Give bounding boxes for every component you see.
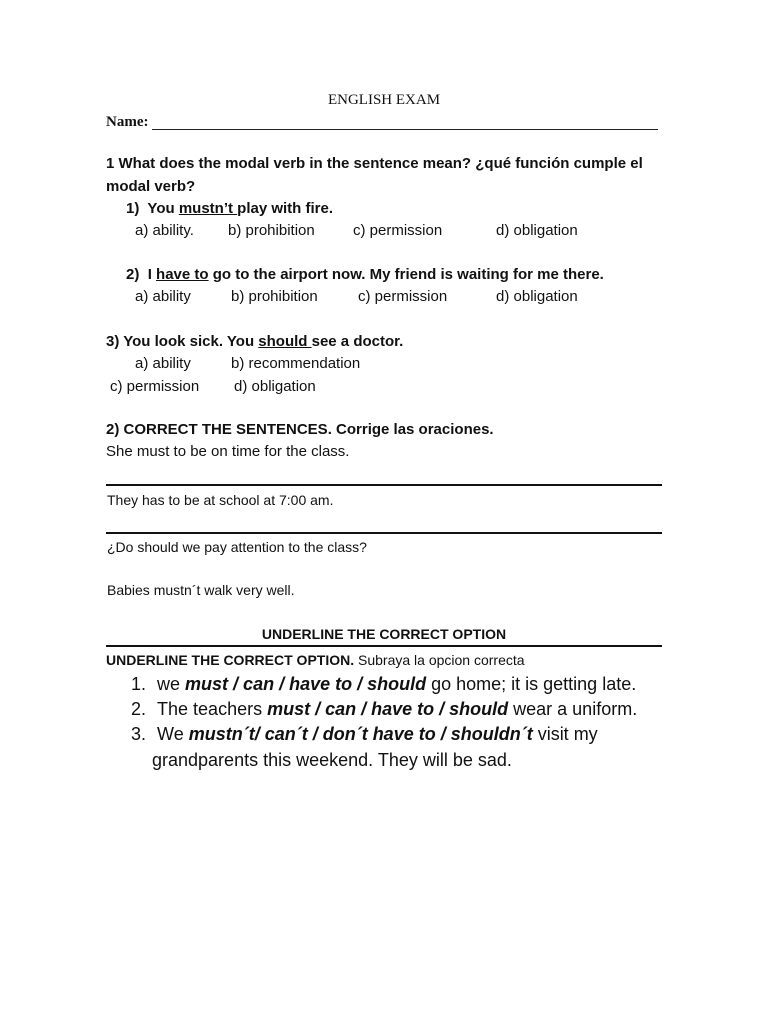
- underline-item-1-number: 1.: [131, 674, 147, 694]
- section3-instruction-rest: Subraya la opcion correcta: [354, 652, 525, 668]
- question-3-post: see a doctor.: [311, 333, 404, 350]
- name-input-line[interactable]: [152, 129, 658, 130]
- correct-sentence-2: They has to be at school at 7:00 am.: [107, 492, 334, 508]
- underline-item-2: [131, 699, 637, 720]
- question-2-modal: have to: [156, 266, 209, 283]
- q2-option-b[interactable]: b) prohibition: [231, 288, 318, 305]
- section3-instruction: [106, 652, 525, 668]
- question-2: [126, 266, 604, 283]
- question-2-number: 2): [126, 266, 140, 283]
- question-3-pre: You look sick. You: [119, 333, 259, 350]
- underline-item-2-post: wear a uniform.: [508, 699, 638, 719]
- q3-option-d[interactable]: d) obligation: [234, 378, 316, 395]
- underline-item-2-pre: The teachers: [157, 699, 268, 719]
- q2-option-c[interactable]: c) permission: [358, 288, 448, 305]
- question-1-modal: mustn’t: [178, 200, 238, 217]
- correct-sentence-4: Babies mustn´t walk very well.: [107, 582, 295, 598]
- underline-item-1-pre: we: [157, 674, 186, 694]
- underline-item-3: [131, 724, 598, 745]
- q1-option-a[interactable]: a) ability.: [135, 222, 194, 239]
- q2-option-d[interactable]: d) obligation: [496, 288, 578, 305]
- section1-heading-line1: 1 What does the modal verb in the sentence mean? ¿qué función cumple el: [106, 155, 643, 172]
- q1-option-d[interactable]: d) obligation: [496, 222, 578, 239]
- question-3-number: 3): [106, 333, 120, 350]
- underline-item-2-options[interactable]: must / can / have to / should: [267, 699, 509, 719]
- underline-item-1-post: go home; it is getting late.: [426, 674, 637, 694]
- underline-item-2-number: 2.: [131, 699, 147, 719]
- section2-heading: 2) CORRECT THE SENTENCES. Corrige las oraciones.: [106, 421, 494, 438]
- section1-heading-line2: modal verb?: [106, 178, 196, 195]
- name-label: Name:: [106, 114, 149, 130]
- section3-title: UNDERLINE THE CORRECT OPTION: [261, 626, 507, 642]
- underline-item-3-pre: We: [157, 724, 189, 744]
- section3-divider: [106, 645, 662, 647]
- question-1-pre: You: [147, 200, 179, 217]
- question-1-post: play with fire.: [237, 200, 334, 217]
- question-1-number: 1): [126, 200, 140, 217]
- question-3-modal: should: [258, 333, 312, 350]
- underline-item-3-post: visit my: [532, 724, 598, 744]
- question-1: [126, 200, 333, 217]
- underline-item-1-options[interactable]: must / can / have to / should: [185, 674, 427, 694]
- underline-item-1: [131, 674, 636, 695]
- answer-line-2[interactable]: [106, 532, 662, 534]
- q3-option-b[interactable]: b) recommendation: [231, 355, 361, 372]
- q2-option-a[interactable]: a) ability: [135, 288, 191, 305]
- correct-sentence-3: ¿Do should we pay attention to the class?: [107, 539, 367, 555]
- section3-instruction-bold: UNDERLINE THE CORRECT OPTION.: [106, 652, 355, 668]
- q1-option-b[interactable]: b) prohibition: [228, 222, 315, 239]
- underline-item-3-options[interactable]: mustn´t/ can´t / don´t have to / shouldn´t: [188, 724, 533, 744]
- question-3: [106, 333, 403, 350]
- question-2-post: go to the airport now. My friend is waiting for me there.: [208, 266, 604, 283]
- answer-line-1[interactable]: [106, 484, 662, 486]
- correct-sentence-1: She must to be on time for the class.: [106, 443, 350, 460]
- underline-item-3-continuation: grandparents this weekend. They will be sad.: [152, 750, 512, 770]
- question-2-pre: I: [147, 266, 157, 283]
- q3-option-a[interactable]: a) ability: [135, 355, 191, 372]
- q3-option-c[interactable]: c) permission: [110, 378, 200, 395]
- q1-option-c[interactable]: c) permission: [353, 222, 443, 239]
- exam-title: ENGLISH EXAM: [327, 92, 441, 108]
- underline-item-3-number: 3.: [131, 724, 147, 744]
